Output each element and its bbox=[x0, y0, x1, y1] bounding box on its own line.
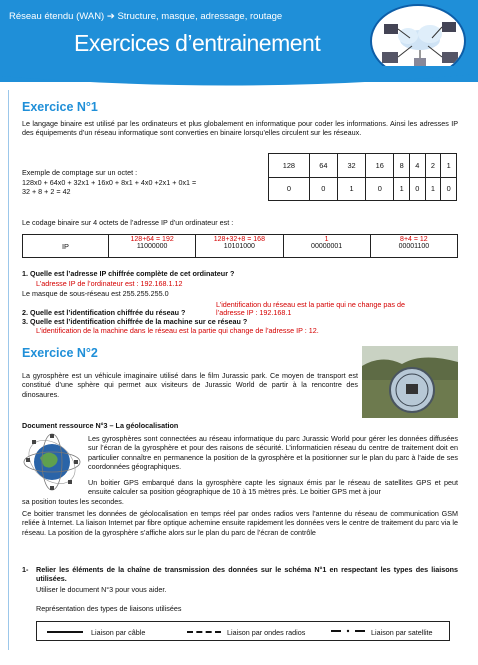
legend-cable: Liaison par câble bbox=[91, 628, 146, 637]
byte-weight-cell: 32 bbox=[337, 154, 365, 178]
cable-line-sample bbox=[47, 631, 83, 633]
globe-satellites-image bbox=[22, 432, 82, 492]
document-paragraph-3: Ce boitier transmet les données de géolocalisation en temps réel par ondes radios vers l’antenne du réseau de communication GSM reliée à Internet. La liaison Internet par fibre optique achemine ensuite rapidement les données vers le centre de traitement du parc via le réseau. La position de la gyrosphère s’affiche alors sur le plan du parc de l’écran de contrôle bbox=[22, 509, 458, 537]
ip-table bbox=[22, 234, 458, 258]
byte-weight-cell: 128 bbox=[269, 154, 310, 178]
header-subtitle: Réseau étendu (WAN) ➔ Structure, masque, adressage, routage bbox=[9, 11, 283, 22]
answer-2-part1: L’identification du réseau est la partie qui ne change pas de bbox=[216, 300, 406, 309]
document-paragraph-2b: sa position toutes les secondes. bbox=[22, 497, 124, 506]
gyrosphere-photo bbox=[362, 346, 458, 418]
byte-weight-cell: 1 bbox=[441, 154, 457, 178]
ip-row bbox=[23, 235, 458, 258]
ip-octet-cell bbox=[109, 235, 196, 258]
byte-bit-cell: 0 bbox=[410, 177, 426, 201]
legend-satellite: Liaison par satellite bbox=[371, 628, 433, 637]
byte-weight-cell: 2 bbox=[425, 154, 441, 178]
ip-octet-answer: 1 bbox=[324, 236, 329, 243]
answer-1: L’adresse IP de l’ordinateur est : 192.168.1.12 bbox=[36, 279, 183, 288]
satellite-line-sample bbox=[331, 628, 365, 634]
answer-2-part2: l’adresse IP : 192.168.1 bbox=[216, 308, 292, 317]
exercise-1-intro: Le langage binaire est utilisé par les ordinateurs et plus globalement en informatique pour coder les informations. Ainsi les adresses IP des équipements d’un réseau informatique sont converties en binaire lorsqu’elles circulent sur les réseaux. bbox=[22, 119, 458, 138]
ip-octet-cell bbox=[196, 235, 283, 258]
exercise-2-question-1: Relier les éléments de la chaîne de transmission des données sur le schéma N°1 en respectant les types des liaisons utilisées. bbox=[36, 565, 458, 584]
ip-intro: Le codage binaire sur 4 octets de l’adresse IP d’un ordinateur est : bbox=[22, 218, 234, 227]
ip-octet-binary: 00000001 bbox=[311, 243, 343, 250]
answer-3: L’identification de la machine dans le réseau est la partie qui change de l’adresse IP : 12. bbox=[36, 326, 319, 335]
legend-radio: Liaison par ondes radios bbox=[227, 628, 306, 637]
byte-bit-cell: 1 bbox=[394, 177, 410, 201]
byte-bit-cell: 0 bbox=[269, 177, 310, 201]
example-label: Exemple de comptage sur un octet : bbox=[22, 168, 138, 177]
byte-weight-cell: 4 bbox=[410, 154, 426, 178]
header-title: Exercices d’entrainement bbox=[74, 30, 321, 56]
exercise-1-title: Exercice N°1 bbox=[22, 100, 98, 114]
question-3: 3. Quelle est l’identification chiffrée de la machine sur ce réseau ? bbox=[22, 317, 248, 326]
ip-label: IP bbox=[23, 235, 109, 258]
byte-weight-cell: 16 bbox=[366, 154, 394, 178]
ip-octet-answer: 128+32+8 = 168 bbox=[213, 236, 265, 243]
margin-line bbox=[8, 90, 9, 650]
question-number: 1- bbox=[22, 565, 29, 574]
byte-weight-cell: 64 bbox=[309, 154, 337, 178]
byte-bit-cell: 0 bbox=[366, 177, 394, 201]
legend-box bbox=[36, 621, 450, 641]
ip-octet-answer: 128+64 = 192 bbox=[130, 236, 174, 243]
byte-bit-cell: 1 bbox=[337, 177, 365, 201]
ip-octet-cell bbox=[283, 235, 370, 258]
byte-table bbox=[268, 153, 457, 201]
question-2: 2. Quelle est l’identification chiffrée du réseau ? bbox=[22, 308, 186, 317]
byte-bit-cell: 0 bbox=[441, 177, 457, 201]
document-paragraph-1: Les gyrosphères sont connectées au réseau informatique du parc Jurassic World pour gérer les données diffusées sur l’écran de la gyrosphère et pour des raisons de sécurité. L’informaticien réseau du centre de traitement doit en particulier connaître en permanence la position de la gyrosphère et la positionner sur le plan du parc à l’aide de ses coordonnées géographiques. bbox=[88, 434, 458, 471]
subnet-mask: Le masque de sous-réseau est 255.255.255.0 bbox=[22, 289, 169, 298]
ip-octet-answer: 8+4 = 12 bbox=[400, 236, 428, 243]
header-wave bbox=[0, 66, 478, 90]
byte-bit-cell: 0 bbox=[309, 177, 337, 201]
radio-line-sample bbox=[187, 631, 221, 633]
legend-title: Représentation des types de liaisons utilisées bbox=[36, 604, 182, 613]
example-calc-1: 128x0 + 64x0 + 32x1 + 16x0 + 8x1 + 4x0 +2x1 + 0x1 = bbox=[22, 178, 197, 187]
byte-weight-cell: 8 bbox=[394, 154, 410, 178]
ip-octet-binary: 00001100 bbox=[398, 243, 430, 250]
ip-octet-binary: 11000000 bbox=[136, 243, 168, 250]
byte-bit-cell: 1 bbox=[425, 177, 441, 201]
ip-octet-cell bbox=[370, 235, 457, 258]
ip-octet-binary: 10101000 bbox=[223, 243, 255, 250]
byte-bits-row bbox=[269, 177, 457, 201]
byte-weights-row bbox=[269, 154, 457, 178]
page-header bbox=[0, 0, 478, 82]
exercise-2-title: Exercice N°2 bbox=[22, 346, 98, 360]
question-1: 1. Quelle est l’adresse IP chiffrée complète de cet ordinateur ? bbox=[22, 269, 235, 278]
example-calc-2: 32 + 8 + 2 = 42 bbox=[22, 187, 71, 196]
question-help: Utiliser le document N°3 pour vous aider. bbox=[36, 585, 167, 594]
exercise-2-intro: La gyrosphère est un véhicule imaginaire utilisé dans le film Jurassic park. Ce moyen de transport est constitué d’une sphère qui permet aux visiteurs de Jurassic World de partir à la rencontre des dinosaures. bbox=[22, 371, 358, 399]
document-paragraph-2a: Un boitier GPS embarqué dans la gyrosphère capte les signaux émis par le réseau de satellites GPS et peut ensuite calculer sa position géographique de 10 à 15 mètres près. Le boitier GPS met à jour bbox=[88, 478, 458, 497]
document-title: Document ressource N°3 – La géolocalisation bbox=[22, 421, 179, 430]
